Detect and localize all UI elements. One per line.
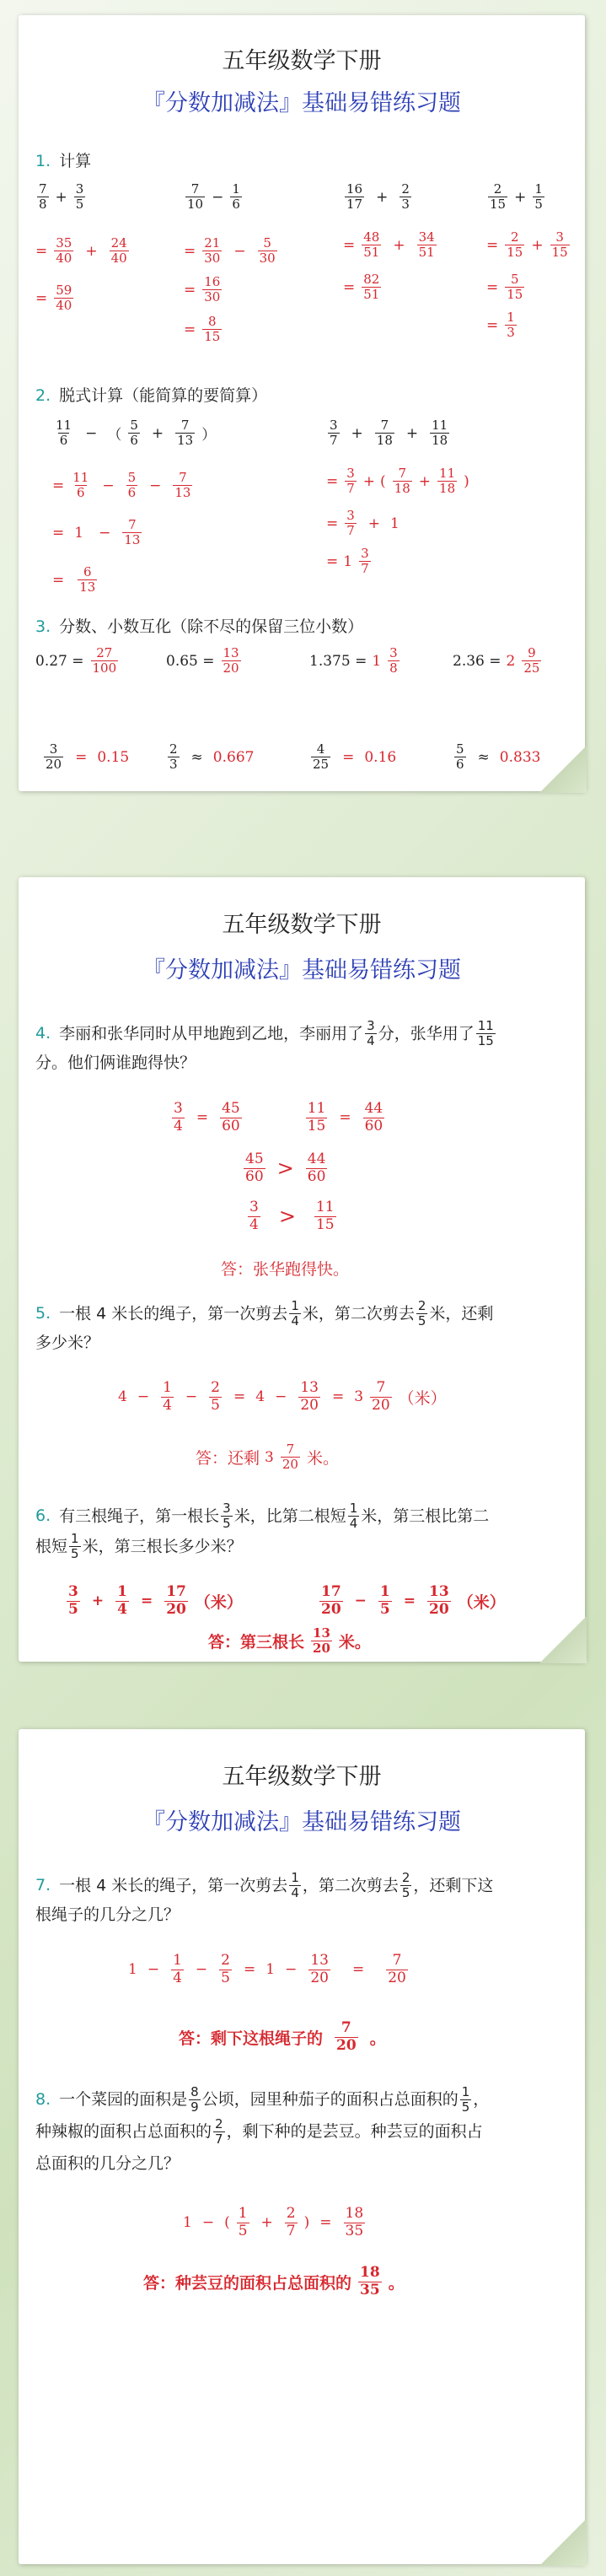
q5-text: 5. 一根 4 米长的绳子，第一次剪去 $\frac{1}{4}$ 米，第二次剪去 $\frac{2}{5}$ 米，还剩 多少米？ xyxy=(35,1298,494,1352)
q4-step-1: $\frac{3}{4}$ = $\frac{45}{60}$ $\frac{11}{15}$ = $\frac{44}{60}$ xyxy=(174,1100,383,1134)
s1-problem-1: $\frac{7}{8}$ + $\frac{3}{5}$ xyxy=(39,181,84,213)
s1-p3-step-1: = $\frac{48}{51}$ + $\frac{34}{51}$ xyxy=(343,229,435,261)
s2-left-problem: $\frac{11}{6}$ − （ $\frac{5}{6}$ + $\frac{7}{13}$ ） xyxy=(56,418,217,449)
page-subtitle: 『分数加减法』基础易错练习题 xyxy=(142,90,461,116)
q4-step-3: $\frac{3}{4}$ > $\frac{11}{15}$ xyxy=(249,1199,335,1233)
page-title: 五年级数学下册 xyxy=(222,912,382,938)
s3-item-3: 1.375 = 1 $\frac{3}{8}$ xyxy=(309,645,398,676)
worksheet-card-2 xyxy=(19,877,585,1662)
s1-problem-3: $\frac{16}{17}$ + $\frac{2}{3}$ xyxy=(346,181,410,213)
s2-right-step-1: = $\frac{3}{7}$ + ( $\frac{7}{18}$ + $\frac{11}{18}$ ) xyxy=(326,466,469,497)
worksheet-card-3 xyxy=(19,1729,585,2564)
section-3-heading: 3. 分数、小数互化（除不尽的保留三位小数） xyxy=(35,617,364,636)
s1-p1-step-1: = $\frac{35}{40}$ + $\frac{24}{40}$ xyxy=(35,235,127,267)
s1-p4-result: = $\frac{1}{3}$ xyxy=(486,310,515,341)
s3-item-6: $\frac{2}{3}$ ≈ 0.667 xyxy=(169,741,255,773)
s3-item-4: 2.36 = 2 $\frac{9}{25}$ xyxy=(453,645,540,676)
page-title: 五年级数学下册 xyxy=(222,1764,382,1790)
q5-calc: 4 − $\frac{1}{4}$ − $\frac{2}{5}$ = 4 − $\frac{13}{20}$ = 3 $\frac{7}{20}$ （米） xyxy=(118,1379,447,1414)
s3-item-1: 0.27 = $\frac{27}{100}$ xyxy=(35,645,117,676)
s3-item-5: $\frac{3}{20}$ = 0.15 xyxy=(46,741,130,773)
q6-answer: 答：第三根长 $\frac{13}{20}$ 米。 xyxy=(208,1625,371,1657)
q4-text: 4. 李丽和张华同时从甲地跑到乙地，李丽用了 $\frac{3}{4}$ 分，张华用了 $\frac{11}{15}$ 分。他们俩谁跑得快？ xyxy=(35,1018,494,1072)
q6-calc-2: $\frac{17}{20}$ − $\frac{1}{5}$ = $\frac{13}{20}$ （米） xyxy=(321,1583,506,1618)
s3-item-8: $\frac{5}{6}$ ≈ 0.833 xyxy=(456,741,541,773)
s1-p1-result: = $\frac{59}{40}$ xyxy=(35,283,72,314)
worksheet-card-1 xyxy=(19,15,585,791)
s3-item-2: 0.65 = $\frac{13}{20}$ xyxy=(166,645,239,676)
s1-p4-step-2: = $\frac{5}{15}$ xyxy=(486,272,523,303)
s2-right-problem: $\frac{3}{7}$ + $\frac{7}{18}$ + $\frac{11}{18}$ xyxy=(330,418,448,449)
s1-p4-step-1: = $\frac{2}{15}$ + $\frac{3}{15}$ xyxy=(486,229,568,261)
s3-item-7: $\frac{4}{25}$ = 0.16 xyxy=(313,741,397,773)
page-curl xyxy=(539,2519,587,2566)
s2-right-result: = 1 $\frac{3}{7}$ xyxy=(326,546,369,577)
q6-calc-1: $\frac{3}{5}$ + $\frac{1}{4}$ = $\frac{17}{20}$ （米） xyxy=(68,1583,243,1618)
q8-calc: 1 − ( $\frac{1}{5}$ + $\frac{2}{7}$ ) = $\frac{18}{35}$ xyxy=(183,2205,364,2239)
s2-right-step-2: = $\frac{3}{7}$ + 1 xyxy=(326,508,400,539)
section-2-heading: 2. 脱式计算（能简算的要简算） xyxy=(35,386,268,405)
s2-left-step-2: = 1 − $\frac{7}{13}$ xyxy=(52,517,141,548)
page-subtitle: 『分数加减法』基础易错练习题 xyxy=(142,1809,461,1835)
page-curl xyxy=(539,1616,587,1663)
q7-calc: 1 − $\frac{1}{4}$ − $\frac{2}{5}$ = 1 − $\frac{13}{20}$ = $\frac{7}{20}$ xyxy=(128,1952,406,1986)
q7-text: 7. 一根 4 米长的绳子，第一次剪去 $\frac{1}{4}$ ，第二次剪去 $\frac{2}{5}$ ，还剩下这 根绳子的几分之几？ xyxy=(35,1870,494,1924)
q8-answer: 答：种芸豆的面积占总面积的 $\frac{18}{35}$ 。 xyxy=(143,2264,405,2298)
page-curl xyxy=(539,746,587,793)
s1-p2-step-2: = $\frac{16}{30}$ xyxy=(184,274,221,305)
s1-problem-2: $\frac{7}{10}$ − $\frac{1}{6}$ xyxy=(187,181,240,213)
q6-text: 6. 有三根绳子，第一根长 $\frac{3}{5}$ 米，比第二根短 $\frac{1}{4}$ 米，第三根比第二 根短 $\frac{1}{5}$ 米，第三根长多少米？ xyxy=(35,1501,490,1561)
q5-answer: 答：还剩 3 $\frac{7}{20}$ 米。 xyxy=(196,1442,339,1473)
s1-p3-result: = $\frac{82}{51}$ xyxy=(343,272,380,303)
s1-problem-4: $\frac{2}{15}$ + $\frac{1}{5}$ xyxy=(490,181,543,213)
s1-p2-result: = $\frac{8}{15}$ xyxy=(184,314,221,345)
s2-left-result: = $\frac{6}{13}$ xyxy=(52,564,96,595)
page-subtitle: 『分数加减法』基础易错练习题 xyxy=(142,957,461,984)
q4-step-2: $\frac{45}{60}$ > $\frac{44}{60}$ xyxy=(245,1151,326,1185)
q7-answer: 答：剩下这根绳子的 $\frac{7}{20}$ 。 xyxy=(179,2019,386,2054)
page-title: 五年级数学下册 xyxy=(222,48,382,74)
s2-left-step-1: = $\frac{11}{6}$ − $\frac{5}{6}$ − $\frac{7}{13}$ xyxy=(52,470,191,501)
section-1-heading: 1. 计算 xyxy=(35,152,92,170)
q4-answer: 答：张华跑得快。 xyxy=(221,1260,350,1279)
s1-p2-step-1: = $\frac{21}{30}$ − $\frac{5}{30}$ xyxy=(184,235,276,267)
q8-text: 8. 一个菜园的面积是 $\frac{8}{9}$ 公顷，园里种茄子的面积占总面积的 $\frac{1}{5}$ ， 种辣椒的面积占总面积的 $\frac{2}{7}$ ，剩下种的是芸豆。种芸豆的面积占 总面积的几分之几？ xyxy=(35,2083,490,2173)
